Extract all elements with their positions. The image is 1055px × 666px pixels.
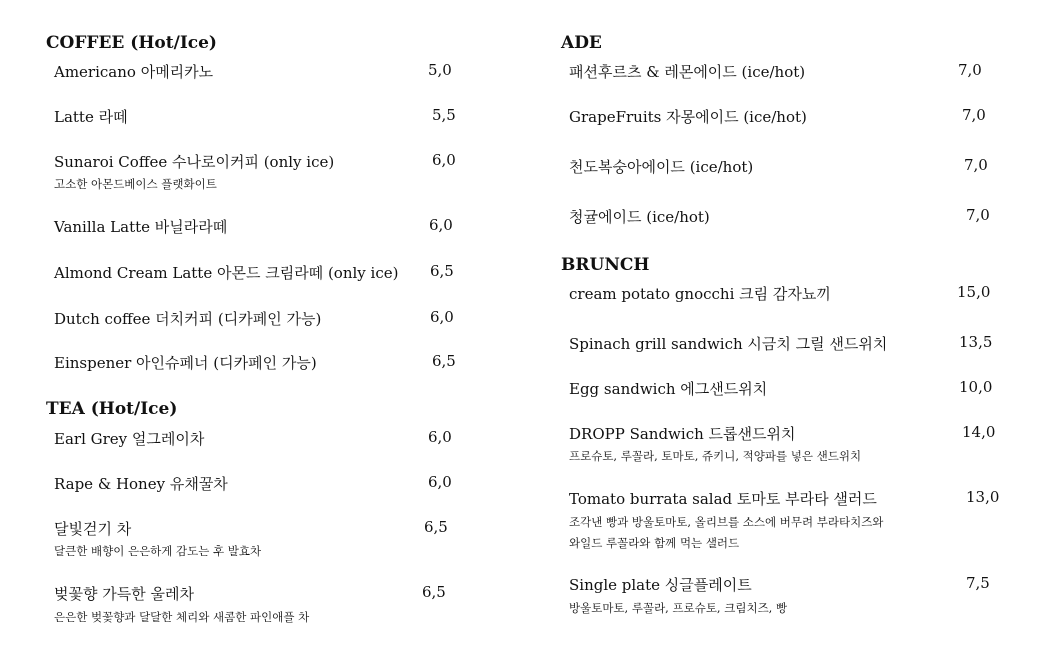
coffee-heading: COFFEE (Hot/Ice) xyxy=(46,33,217,53)
item-name: Dutch coffee 더치커피 (디카페인 가능) xyxy=(54,310,322,328)
item-price: 7,0 xyxy=(966,206,990,224)
item-price: 6,0 xyxy=(428,473,452,491)
item-name: 벚꽃향 가득한 울레차 xyxy=(54,585,194,603)
item-price: 7,0 xyxy=(964,156,988,174)
item-price: 6,5 xyxy=(432,352,456,370)
item-name: 달빛걷기 차 xyxy=(54,520,132,538)
item-name: Spinach grill sandwich 시금치 그릴 샌드위치 xyxy=(569,335,888,353)
item-name: Earl Grey 얼그레이차 xyxy=(54,430,205,448)
item-name: Sunaroi Coffee 수나로이커피 (only ice) xyxy=(54,153,335,171)
item-description: 은은한 벚꽃향과 달달한 체리와 새콤한 파인애플 차 xyxy=(54,610,310,624)
item-description: 프로슈토, 루꼴라, 토마토, 쥬키니, 적양파를 넣은 샌드위치 xyxy=(569,449,862,463)
item-description: 달큰한 배향이 은은하게 감도는 후 발효차 xyxy=(54,544,262,558)
tea-heading: TEA (Hot/Ice) xyxy=(46,399,178,419)
item-price: 7,0 xyxy=(962,106,986,124)
item-name: Almond Cream Latte 아몬드 크림라떼 (only ice) xyxy=(54,264,399,282)
item-description: 방울토마토, 루꼴라, 프로슈토, 크림치즈, 빵 xyxy=(569,601,788,615)
item-description: 조각낸 빵과 방울토마토, 올리브를 소스에 버무려 부라타치즈와 xyxy=(569,515,884,529)
item-name: Latte 라떼 xyxy=(54,108,128,126)
item-price: 13,5 xyxy=(959,333,993,351)
item-price: 7,5 xyxy=(966,574,990,592)
item-price: 6,0 xyxy=(428,428,452,446)
item-name: Single plate 싱글플레이트 xyxy=(569,576,752,594)
item-price: 6,0 xyxy=(430,308,454,326)
item-name: GrapeFruits 자몽에이드 (ice/hot) xyxy=(569,108,807,126)
item-name: Americano 아메리카노 xyxy=(54,63,214,81)
item-name: DROPP Sandwich 드롭샌드위치 xyxy=(569,425,796,443)
item-price: 6,5 xyxy=(424,518,448,536)
item-price: 5,5 xyxy=(432,106,456,124)
item-price: 6,0 xyxy=(429,216,453,234)
item-price: 5,0 xyxy=(428,61,452,79)
item-name: Rape & Honey 유채꿀차 xyxy=(54,475,228,493)
item-name: 청귤에이드 (ice/hot) xyxy=(569,208,710,226)
item-name: Vanilla Latte 바닐라라떼 xyxy=(54,218,228,236)
item-price: 6,5 xyxy=(430,262,454,280)
item-name: Einspener 아인슈페너 (디카페인 가능) xyxy=(54,354,317,372)
item-name: Egg sandwich 에그샌드위치 xyxy=(569,380,768,398)
item-name: 패션후르츠 & 레몬에이드 (ice/hot) xyxy=(569,63,806,81)
item-description: 고소한 아몬드베이스 플랫화이트 xyxy=(54,177,217,191)
item-name: cream potato gnocchi 크림 감자뇨끼 xyxy=(569,285,831,303)
item-description: 와일드 루꼴라와 함께 먹는 샐러드 xyxy=(569,536,740,550)
item-price: 6,5 xyxy=(422,583,446,601)
item-name: Tomato burrata salad 토마토 부라타 샐러드 xyxy=(569,490,877,508)
item-price: 14,0 xyxy=(962,423,996,441)
item-price: 13,0 xyxy=(966,488,1000,506)
item-name: 천도복숭아에이드 (ice/hot) xyxy=(569,158,754,176)
ade-heading: ADE xyxy=(561,33,602,53)
item-price: 10,0 xyxy=(959,378,993,396)
brunch-heading: BRUNCH xyxy=(561,255,650,275)
item-price: 7,0 xyxy=(958,61,982,79)
item-price: 15,0 xyxy=(957,283,991,301)
item-price: 6,0 xyxy=(432,151,456,169)
